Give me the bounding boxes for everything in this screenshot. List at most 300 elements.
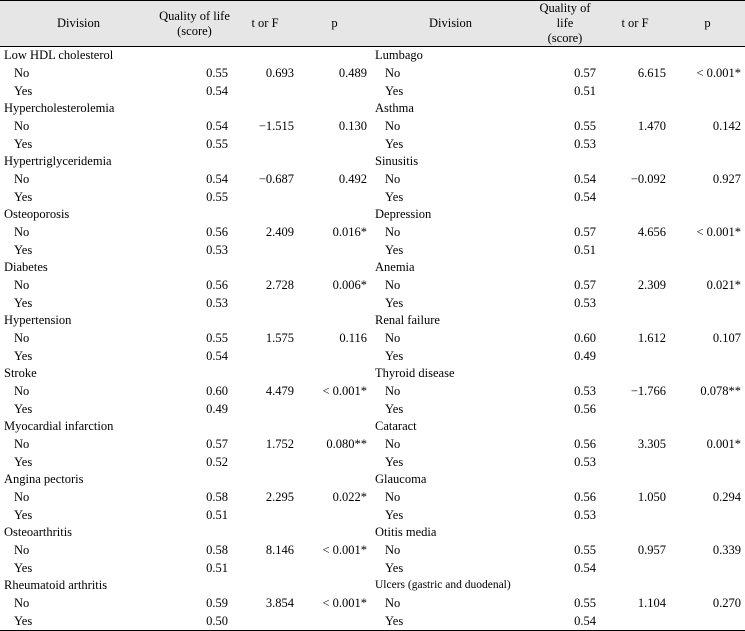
empty-cell: [298, 206, 371, 224]
qol-score-yes-right: 0.53: [574, 507, 596, 522]
empty-cell: [670, 418, 745, 436]
row-label-yes-left: Yes: [14, 83, 33, 98]
empty-cell: [232, 188, 298, 206]
group-name-right: Anemia: [375, 260, 415, 275]
table-row-no: [0, 171, 745, 189]
empty-cell: [670, 400, 745, 418]
empty-cell: [232, 453, 298, 471]
table-row-group: [0, 524, 745, 542]
empty-cell: [530, 206, 600, 224]
p-value-right: < 0.001*: [696, 66, 741, 80]
table-row-yes: [0, 506, 745, 524]
qol-score-yes-left: 0.51: [206, 507, 228, 522]
row-label-yes-left: Yes: [14, 401, 33, 416]
empty-cell: [530, 418, 600, 436]
header-p-left: p: [331, 16, 338, 30]
table-row-group: [0, 312, 745, 330]
header-statistic-left: t or F: [251, 16, 279, 30]
table-row-yes: [0, 453, 745, 471]
header-quality-of-life-left: [157, 1, 232, 47]
table-body: [0, 47, 745, 631]
empty-cell: [600, 524, 670, 542]
statistic-left: −0.687: [258, 172, 294, 187]
group-name-right: Renal failure: [375, 313, 440, 328]
empty-cell: [157, 365, 232, 383]
group-name-left: Osteoporosis: [4, 207, 70, 222]
table-row-yes: [0, 188, 745, 206]
empty-cell: [670, 347, 745, 365]
empty-cell: [298, 153, 371, 171]
p-value-right: 0.142: [712, 119, 741, 134]
empty-cell: [600, 577, 670, 595]
qol-score-no-right: 0.60: [574, 331, 596, 346]
empty-cell: [298, 294, 371, 312]
empty-cell: [232, 418, 298, 436]
empty-cell: [530, 259, 600, 277]
p-value-right: 0.107: [712, 331, 741, 346]
table-row-group: [0, 418, 745, 436]
group-name-left: Stroke: [4, 366, 37, 381]
row-label-yes-right: Yes: [385, 613, 404, 628]
row-label-no-left: No: [14, 278, 30, 293]
header-quality-of-life-right: [530, 1, 600, 47]
empty-cell: [600, 82, 670, 100]
empty-cell: [157, 471, 232, 489]
table-row-no: [0, 542, 745, 560]
empty-cell: [298, 100, 371, 118]
table-row-yes: [0, 613, 745, 631]
empty-cell: [298, 400, 371, 418]
qol-score-no-left: 0.58: [206, 490, 228, 505]
empty-cell: [232, 559, 298, 577]
empty-cell: [530, 524, 600, 542]
empty-cell: [298, 347, 371, 365]
qol-score-yes-left: 0.51: [206, 560, 228, 575]
empty-cell: [232, 365, 298, 383]
empty-cell: [670, 471, 745, 489]
empty-cell: [298, 135, 371, 153]
row-label-no-right: No: [385, 384, 401, 399]
empty-cell: [600, 100, 670, 118]
statistic-left: 4.479: [265, 384, 294, 399]
qol-score-no-right: 0.56: [574, 490, 596, 505]
qol-score-yes-right: 0.54: [574, 613, 596, 628]
empty-cell: [232, 153, 298, 171]
qol-score-yes-right: 0.54: [574, 189, 596, 204]
row-label-yes-right: Yes: [385, 560, 404, 575]
statistic-left: 1.575: [265, 331, 294, 346]
empty-cell: [298, 418, 371, 436]
empty-cell: [530, 365, 600, 383]
table-row-no: [0, 277, 745, 295]
statistic-right: −1.766: [630, 384, 666, 399]
qol-score-no-left: 0.56: [206, 225, 228, 240]
row-label-no-right: No: [385, 331, 401, 346]
empty-cell: [670, 259, 745, 277]
qol-score-no-left: 0.59: [206, 596, 228, 611]
qol-score-yes-right: 0.51: [574, 83, 596, 98]
header-division-right: Division: [428, 16, 473, 30]
empty-cell: [232, 294, 298, 312]
group-name-left: Myocardial infarction: [4, 419, 114, 434]
empty-cell: [670, 312, 745, 330]
table-row-yes: [0, 294, 745, 312]
qol-score-yes-left: 0.54: [206, 83, 228, 98]
group-name-left: Osteoarthritis: [4, 525, 73, 540]
empty-cell: [157, 47, 232, 65]
qol-score-yes-left: 0.54: [206, 348, 228, 363]
p-value-left: 0.022*: [332, 490, 367, 505]
empty-cell: [600, 312, 670, 330]
empty-cell: [232, 241, 298, 259]
empty-cell: [670, 82, 745, 100]
empty-cell: [232, 347, 298, 365]
empty-cell: [530, 471, 600, 489]
empty-cell: [232, 471, 298, 489]
table-row-yes: [0, 559, 745, 577]
qol-score-no-right: 0.56: [574, 437, 596, 452]
header-qol-right-line1: Quality of life: [539, 1, 591, 30]
empty-cell: [600, 47, 670, 65]
empty-cell: [600, 453, 670, 471]
empty-cell: [157, 100, 232, 118]
empty-cell: [670, 453, 745, 471]
qol-score-yes-left: 0.53: [206, 242, 228, 257]
row-label-no-left: No: [14, 66, 30, 80]
table-row-no: [0, 118, 745, 136]
p-value-right: 0.001*: [706, 437, 741, 452]
empty-cell: [298, 312, 371, 330]
qol-score-yes-left: 0.50: [206, 613, 228, 628]
row-label-yes-left: Yes: [14, 242, 33, 257]
p-value-left: < 0.001*: [322, 596, 367, 611]
row-label-no-right: No: [385, 437, 401, 452]
qol-score-yes-left: 0.55: [206, 136, 228, 151]
empty-cell: [600, 418, 670, 436]
row-label-no-right: No: [385, 596, 401, 611]
row-label-yes-right: Yes: [385, 454, 404, 469]
empty-cell: [600, 347, 670, 365]
group-name-left: Rheumatoid arthritis: [4, 578, 108, 593]
table-row-group: [0, 100, 745, 118]
statistic-left: 2.409: [265, 225, 294, 240]
empty-cell: [670, 365, 745, 383]
statistic-right: 2.309: [637, 278, 666, 293]
table-row-group: [0, 471, 745, 489]
p-value-right: < 0.001*: [696, 225, 741, 240]
group-name-left: Hypertension: [4, 313, 72, 328]
row-label-no-left: No: [14, 490, 30, 505]
empty-cell: [600, 153, 670, 171]
p-value-left: 0.489: [338, 66, 367, 80]
empty-cell: [530, 47, 600, 65]
empty-cell: [232, 135, 298, 153]
statistic-right: 6.615: [637, 66, 666, 80]
empty-cell: [670, 188, 745, 206]
p-value-right: 0.021*: [706, 278, 741, 293]
empty-cell: [157, 206, 232, 224]
empty-cell: [232, 506, 298, 524]
qol-score-no-right: 0.57: [574, 278, 596, 293]
row-label-yes-right: Yes: [385, 507, 404, 522]
p-value-right: 0.078**: [700, 384, 741, 399]
table-row-yes: [0, 82, 745, 100]
empty-cell: [157, 259, 232, 277]
row-label-yes-left: Yes: [14, 560, 33, 575]
empty-cell: [530, 100, 600, 118]
empty-cell: [670, 47, 745, 65]
header-qol-right-line2: (score): [547, 31, 583, 45]
row-label-no-right: No: [385, 543, 401, 558]
empty-cell: [298, 577, 371, 595]
statistic-right: 0.957: [637, 543, 666, 558]
empty-cell: [232, 259, 298, 277]
empty-cell: [298, 524, 371, 542]
row-label-no-left: No: [14, 596, 30, 611]
qol-score-no-right: 0.55: [574, 119, 596, 134]
empty-cell: [530, 312, 600, 330]
row-label-no-left: No: [14, 543, 30, 558]
empty-cell: [232, 613, 298, 631]
empty-cell: [600, 135, 670, 153]
statistic-left: 0.693: [265, 66, 294, 80]
row-label-no-left: No: [14, 119, 30, 134]
group-name-right: Ulcers (gastric and duodenal): [375, 579, 511, 592]
empty-cell: [600, 559, 670, 577]
row-label-no-left: No: [14, 225, 30, 240]
group-name-right: Sinusitis: [375, 154, 419, 169]
empty-cell: [670, 241, 745, 259]
header-statistic-right: t or F: [621, 16, 649, 30]
statistic-left: −1.515: [258, 119, 294, 134]
qol-score-no-right: 0.57: [574, 225, 596, 240]
empty-cell: [670, 559, 745, 577]
empty-cell: [670, 100, 745, 118]
empty-cell: [157, 312, 232, 330]
p-value-right: 0.270: [712, 596, 741, 611]
table-row-group: [0, 153, 745, 171]
header-p-right: p: [704, 16, 711, 30]
empty-cell: [530, 577, 600, 595]
empty-cell: [600, 506, 670, 524]
row-label-yes-left: Yes: [14, 454, 33, 469]
qol-score-no-left: 0.54: [206, 172, 228, 187]
row-label-yes-right: Yes: [385, 348, 404, 363]
empty-cell: [600, 400, 670, 418]
row-label-no-right: No: [385, 119, 401, 134]
empty-cell: [670, 613, 745, 631]
p-value-left: 0.492: [338, 172, 367, 187]
empty-cell: [232, 577, 298, 595]
row-label-no-right: No: [385, 172, 401, 187]
row-label-yes-left: Yes: [14, 136, 33, 151]
statistic-left: 2.728: [265, 278, 294, 293]
empty-cell: [298, 506, 371, 524]
statistic-right: −0.092: [630, 172, 666, 187]
row-label-yes-left: Yes: [14, 348, 33, 363]
row-label-yes-right: Yes: [385, 295, 404, 310]
statistic-left: 8.146: [265, 543, 294, 558]
statistic-right: 1.104: [637, 596, 666, 611]
empty-cell: [232, 100, 298, 118]
p-value-left: 0.006*: [332, 278, 367, 293]
qol-score-no-right: 0.54: [574, 172, 596, 187]
statistic-right: 4.656: [637, 225, 666, 240]
qol-score-no-right: 0.53: [574, 384, 596, 399]
empty-cell: [232, 400, 298, 418]
statistic-left: 2.295: [265, 490, 294, 505]
empty-cell: [157, 153, 232, 171]
qol-score-yes-right: 0.53: [574, 295, 596, 310]
row-label-no-left: No: [14, 437, 30, 452]
qol-score-no-left: 0.55: [206, 66, 228, 80]
header-qol-left-line1: Quality of life: [159, 8, 230, 23]
qol-score-yes-left: 0.49: [206, 401, 228, 416]
qol-score-yes-left: 0.53: [206, 295, 228, 310]
empty-cell: [298, 259, 371, 277]
empty-cell: [298, 613, 371, 631]
qol-score-no-right: 0.55: [574, 596, 596, 611]
empty-cell: [530, 153, 600, 171]
table-row-no: [0, 330, 745, 348]
group-name-left: Angina pectoris: [4, 472, 84, 487]
group-name-right: Depression: [375, 207, 432, 222]
p-value-left: 0.116: [339, 331, 367, 346]
empty-cell: [670, 135, 745, 153]
empty-cell: [232, 312, 298, 330]
group-name-right: Cataract: [375, 419, 417, 434]
empty-cell: [600, 471, 670, 489]
row-label-no-right: No: [385, 66, 401, 80]
header-qol-left-line2: (score): [177, 23, 212, 38]
table-row-yes: [0, 241, 745, 259]
table-row-no: [0, 224, 745, 242]
table-row-no: [0, 436, 745, 454]
table-row-group: [0, 577, 745, 595]
row-label-no-left: No: [14, 331, 30, 346]
p-value-left: 0.130: [338, 119, 367, 134]
table-row-no: [0, 489, 745, 507]
empty-cell: [670, 294, 745, 312]
row-label-yes-left: Yes: [14, 613, 33, 628]
empty-cell: [600, 206, 670, 224]
statistic-left: 1.752: [265, 437, 294, 452]
row-label-no-right: No: [385, 278, 401, 293]
group-name-left: Diabetes: [4, 260, 48, 275]
empty-cell: [298, 365, 371, 383]
row-label-yes-right: Yes: [385, 242, 404, 257]
empty-cell: [232, 524, 298, 542]
row-label-yes-right: Yes: [385, 83, 404, 98]
statistic-right: 1.470: [637, 119, 666, 134]
table-row-group: [0, 47, 745, 65]
statistic-right: 3.305: [637, 437, 666, 452]
empty-cell: [157, 524, 232, 542]
empty-cell: [600, 365, 670, 383]
table-row-yes: [0, 347, 745, 365]
table-row-group: [0, 206, 745, 224]
table-row-yes: [0, 135, 745, 153]
table-row-group: [0, 259, 745, 277]
qol-score-no-left: 0.60: [206, 384, 228, 399]
empty-cell: [670, 153, 745, 171]
table-row-no: [0, 595, 745, 613]
p-value-right: 0.927: [712, 172, 741, 187]
p-value-right: 0.294: [712, 490, 741, 505]
p-value-left: < 0.001*: [322, 543, 367, 558]
empty-cell: [298, 82, 371, 100]
empty-cell: [600, 294, 670, 312]
statistic-right: 1.050: [637, 490, 666, 505]
table-row-group: [0, 365, 745, 383]
table-row-no: [0, 383, 745, 401]
empty-cell: [232, 82, 298, 100]
group-name-left: Hypertriglyceridemia: [4, 154, 112, 169]
qol-score-yes-right: 0.53: [574, 454, 596, 469]
group-name-right: Glaucoma: [375, 472, 427, 487]
empty-cell: [298, 471, 371, 489]
row-label-no-right: No: [385, 225, 401, 240]
empty-cell: [298, 188, 371, 206]
empty-cell: [298, 559, 371, 577]
empty-cell: [670, 206, 745, 224]
row-label-yes-right: Yes: [385, 401, 404, 416]
qol-score-yes-left: 0.52: [206, 454, 228, 469]
row-label-no-left: No: [14, 172, 30, 187]
group-name-left: Low HDL cholesterol: [4, 48, 114, 63]
row-label-yes-left: Yes: [14, 507, 33, 522]
qol-score-yes-right: 0.53: [574, 136, 596, 151]
header-division-left: Division: [56, 16, 101, 30]
row-label-no-left: No: [14, 384, 30, 399]
statistic-left: 3.854: [265, 596, 294, 611]
empty-cell: [157, 418, 232, 436]
row-label-yes-left: Yes: [14, 295, 33, 310]
qol-score-yes-right: 0.54: [574, 560, 596, 575]
empty-cell: [298, 47, 371, 65]
empty-cell: [670, 524, 745, 542]
group-name-right: Otitis media: [375, 525, 437, 540]
table-row-no: [0, 65, 745, 83]
qol-score-no-left: 0.58: [206, 543, 228, 558]
statistic-right: 1.612: [637, 331, 666, 346]
empty-cell: [670, 506, 745, 524]
qol-score-yes-right: 0.51: [574, 242, 596, 257]
empty-cell: [232, 47, 298, 65]
empty-cell: [232, 206, 298, 224]
qol-score-no-right: 0.57: [574, 66, 596, 80]
empty-cell: [157, 577, 232, 595]
empty-cell: [600, 259, 670, 277]
qol-score-yes-left: 0.55: [206, 189, 228, 204]
p-value-left: 0.016*: [332, 225, 367, 240]
group-name-left: Hypercholesterolemia: [4, 101, 115, 116]
qol-score-no-left: 0.55: [206, 331, 228, 346]
p-value-right: 0.339: [712, 543, 741, 558]
row-label-yes-left: Yes: [14, 189, 33, 204]
group-name-right: Asthma: [375, 101, 414, 116]
empty-cell: [670, 577, 745, 595]
p-value-left: < 0.001*: [322, 384, 367, 399]
row-label-no-right: No: [385, 490, 401, 505]
table-row-yes: [0, 400, 745, 418]
qol-score-no-left: 0.54: [206, 119, 228, 134]
row-label-yes-right: Yes: [385, 189, 404, 204]
qol-score-yes-right: 0.56: [574, 401, 596, 416]
empty-cell: [600, 613, 670, 631]
group-name-right: Thyroid disease: [375, 366, 455, 381]
qol-score-no-right: 0.55: [574, 543, 596, 558]
